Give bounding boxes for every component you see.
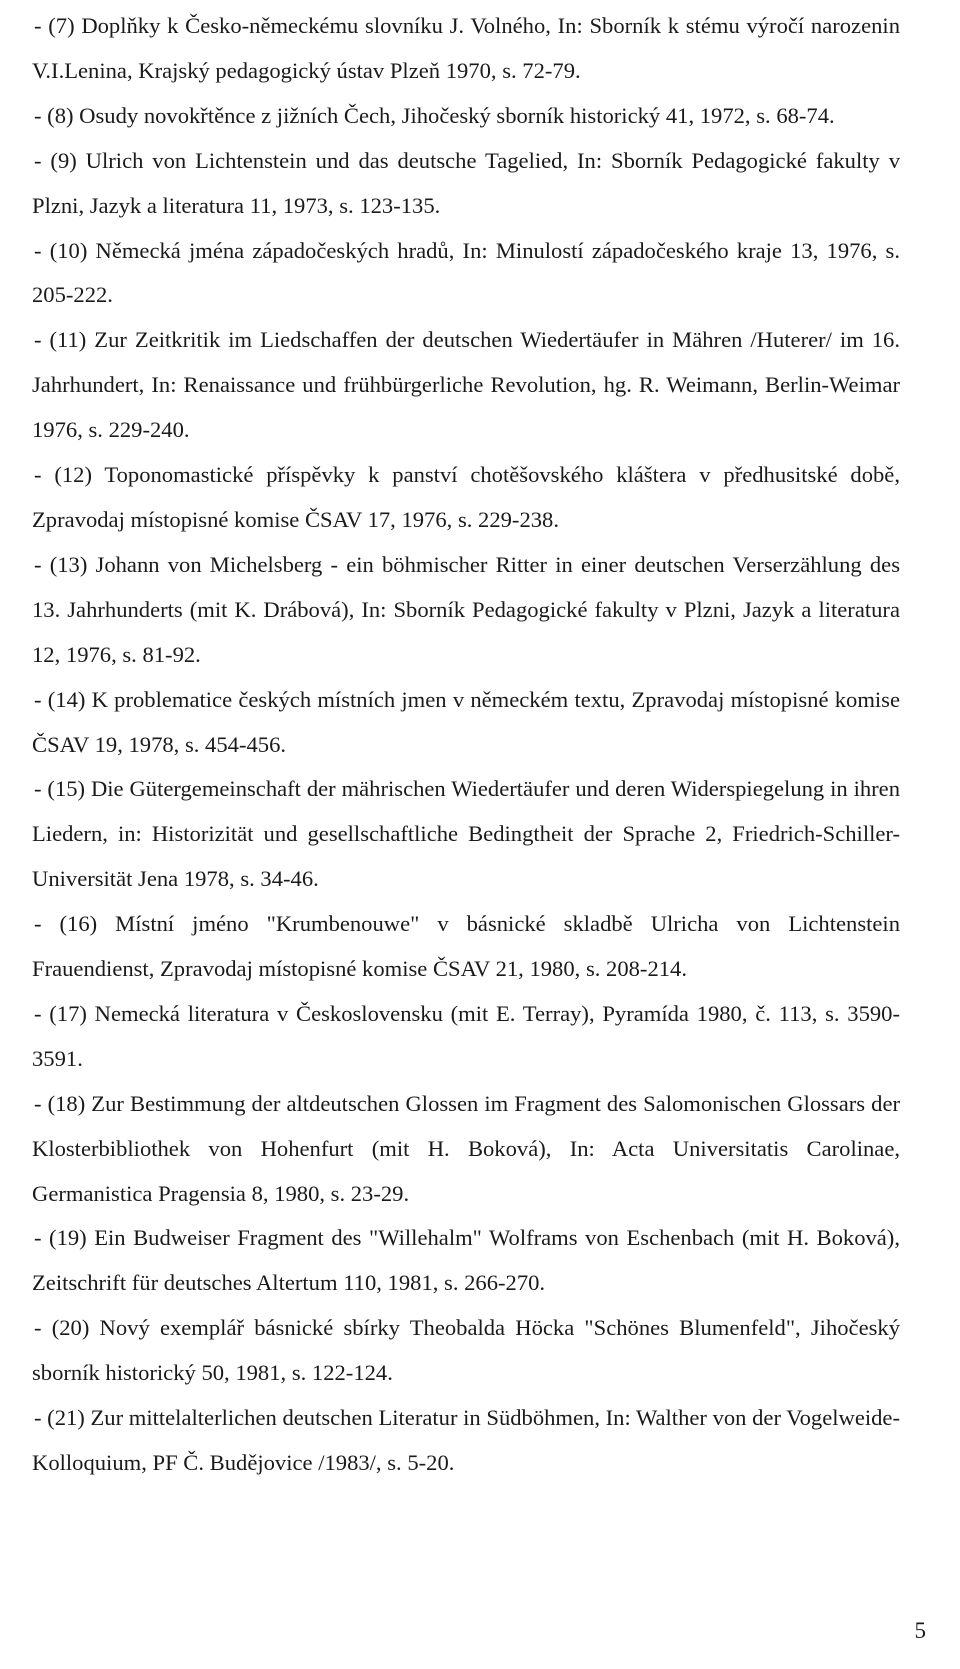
bibliography-entry: - (17) Nemecká literatura v Československu (mit E. Terray), Pyramída 1980, č. 113, s. 3590-3591. <box>32 1000 900 1071</box>
bibliography-entry: - (20) Nový exemplář básnické sbírky Theobalda Höcka "Schönes Blumenfeld", Jihočeský sborník historický 50, 1981, s. 122-124. <box>32 1315 900 1386</box>
bibliography-entry: - (12) Toponomastické příspěvky k panství chotěšovského kláštera v předhusitské době, Zpravodaj místopisné komise ČSAV 17, 1976, s. 229-238. <box>32 462 900 532</box>
bibliography-entry: - (15) Die Gütergemeinschaft der mährischen Wiedertäufer und deren Widerspiegelung in ihren Liedern, in: Historizität und gesellschaftliche Bedingtheit der Sprache 2, Friedrich-Schiller-Universität Jena 1978, s. 34-46. <box>32 776 900 892</box>
bibliography-entry: - (14) K problematice českých místních jmen v německém textu, Zpravodaj místopisné komise ČSAV 19, 1978, s. 454-456. <box>32 686 900 757</box>
bibliography-entry: - (7) Doplňky k Česko-německému slovníku J. Volného, In: Sborník k stému výročí narozenin V.I.Lenina, Krajský pedagogický ústav Plzeň 1970, s. 72-79. <box>32 13 900 83</box>
bibliography-entry: - (10) Německá jména západočeských hradů, In: Minulostí západočeského kraje 13, 1976, s. 205-222. <box>32 237 900 308</box>
bibliography-entry: - (9) Ulrich von Lichtenstein und das deutsche Tagelied, In: Sborník Pedagogické fakulty v Plzni, Jazyk a literatura 11, 1973, s. 123-135. <box>32 147 900 218</box>
bibliography-entry: - (19) Ein Budweiser Fragment des "Willehalm" Wolframs von Eschenbach (mit H. Boková), Zeitschrift für deutsches Altertum 110, 1981, s. 266-270. <box>32 1225 900 1296</box>
page-number: 5 <box>914 1618 926 1643</box>
bibliography-entry: - (16) Místní jméno "Krumbenouwe" v básnické skladbě Ulricha von Lichtenstein Frauendienst, Zpravodaj místopisné komise ČSAV 21, 1980, s. 208-214. <box>32 911 900 982</box>
bibliography-entry: - (18) Zur Bestimmung der altdeutschen Glossen im Fragment des Salomonischen Glossars der Klosterbibliothek von Hohenfurt (mit H. Boková), In: Acta Universitatis Carolinae, Germanistica Pragensia 8, 1980, s. 23-29. <box>32 1090 900 1206</box>
bibliography-entry: - (13) Johann von Michelsberg - ein böhmischer Ritter in einer deutschen Verserzählung des 13. Jahrhunderts (mit K. Drábová), In: Sborník Pedagogické fakulty v Plzni, Jazyk a literatura 12, 1976, s. 81-92. <box>32 551 900 667</box>
bibliography-list <box>32 0 900 1486</box>
bibliography-entry: - (21) Zur mittelalterlichen deutschen Literatur in Südböhmen, In: Walther von der Vogelweide-Kolloquium, PF Č. Budějovice /1983/, s. 5-20. <box>32 1405 900 1475</box>
bibliography-entry: - (11) Zur Zeitkritik im Liedschaffen der deutschen Wiedertäufer in Mähren /Huterer/ im 16. Jahrhundert, In: Renaissance und frühbürgerliche Revolution, hg. R. Weimann, Berlin-Weimar 1976, s. 229-240. <box>32 327 900 443</box>
bibliography-entry: - (8) Osudy novokřtěnce z jižních Čech, Jihočeský sborník historický 41, 1972, s. 68-74. <box>34 102 835 128</box>
